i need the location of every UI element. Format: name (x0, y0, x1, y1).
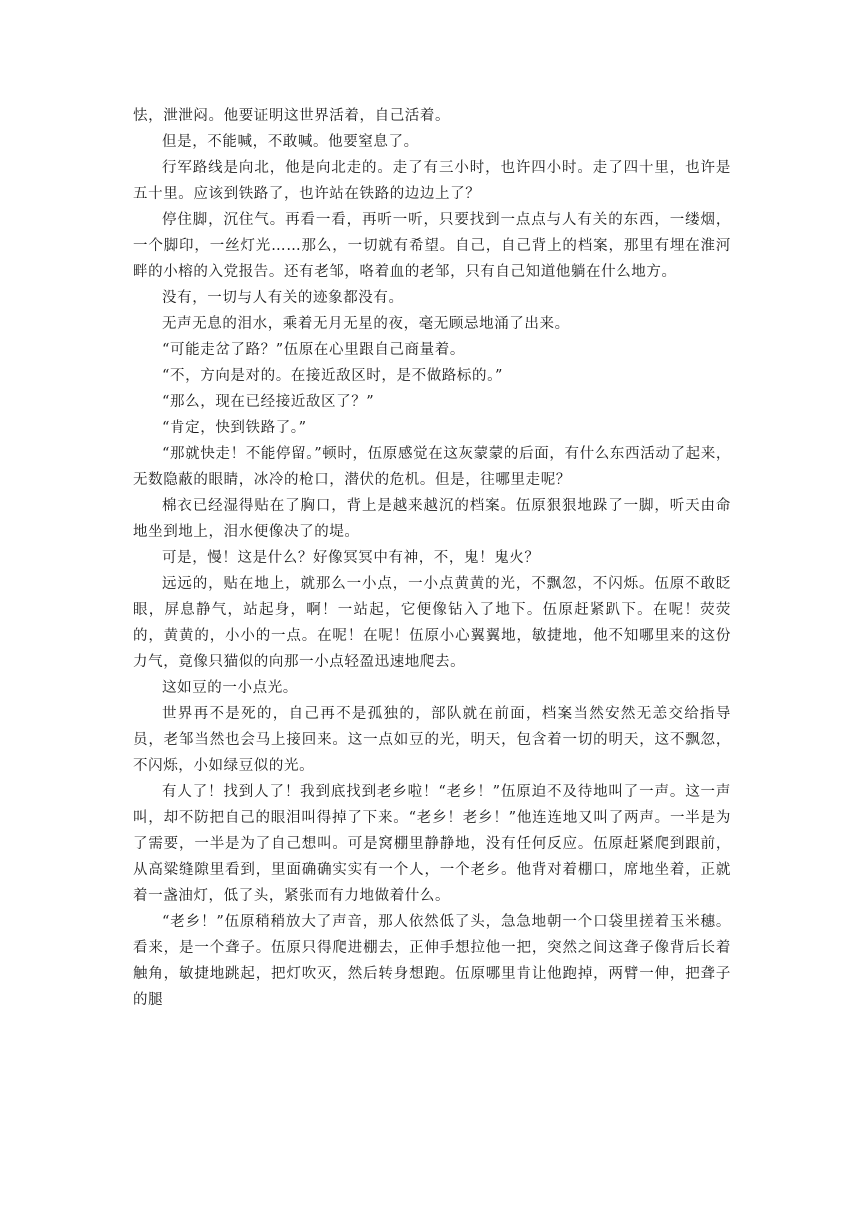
paragraph: “肯定，快到铁路了。” (162, 420, 307, 436)
paragraph: 行军路线是向北，他是向北走的。走了有三小时，也许四小时。走了四十里，也许是五十里。应该到铁路了，也许站在铁路的边边上了？ (133, 160, 731, 202)
paragraph: 停住脚，沉住气。再看一看，再听一听，只要找到一点点与人有关的东西，一缕烟，一个脚印，一丝灯光……那么，一切就有希望。自己，自己背上的档案，那里有埋在淮河畔的小榕的入党报告。还有老邹，咯着血的老邹，只有自己知道他躺在什么地方。 (133, 212, 731, 280)
paragraph: 无声无息的泪水，乘着无月无星的夜，毫无顾忌地涌了出来。 (162, 316, 570, 332)
paragraph: “可能走岔了路？”伍原在心里跟自己商量着。 (162, 342, 465, 358)
paragraph: “老乡！”伍原稍稍放大了声音，那人依然低了头，急急地朝一个口袋里搓着玉米穗。看来，是一个聋子。伍原只得爬进棚去，正伸手想拉他一把，突然之间这聋子像背后长着触角，敏捷地跳起，把灯吹灭，然后转身想跑。伍原哪里肯让他跑掉，两臂一伸，把聋子的腿 (133, 914, 731, 1008)
paragraph: “那就快走！不能停留。”顿时，伍原感觉在这灰蒙蒙的后面，有什么东西活动了起来，无数隐蔽的眼睛，冰冷的枪口，潜伏的危机。但是，往哪里走呢？ (133, 446, 731, 488)
paragraph: 有人了！找到人了！我到底找到老乡啦！“老乡！”伍原迫不及待地叫了一声。这一声叫，却不防把自己的眼泪叫得掉了下来。“老乡！老乡！”他连连地又叫了两声。一半是为了需要，一半是为了自己想叫。可是窝棚里静静地，没有任何反应。伍原赶紧爬到跟前，从高粱缝隙里看到，里面确确实实有一个人，一个老乡。他背对着棚口，席地坐着，正就着一盏油灯，低了头，紧张而有力地做着什么。 (133, 784, 731, 904)
paragraph: 棉衣已经湿得贴在了胸口，背上是越来越沉的档案。伍原狠狠地跺了一脚，听天由命地坐到地上，泪水便像决了的堤。 (133, 498, 731, 540)
paragraph: 远远的，贴在地上，就那么一小点，一小点黄黄的光，不飘忽，不闪烁。伍原不敢眨眼，屏息静气，站起身，啊！一站起，它便像钻入了地下。伍原赶紧趴下。在呢！荧荧的，黄黄的，小小的一点。在呢！在呢！伍原小心翼翼地，敏捷地，他不知哪里来的这份力气，竟像只猫似的向那一小点轻盈迅速地爬去。 (133, 576, 731, 670)
paragraph: 怯，泄泄闷。他要证明这世界活着，自己活着。 (133, 108, 451, 124)
paragraph: “那么，现在已经接近敌区了？” (162, 394, 375, 410)
paragraph: 可是，慢！这是什么？好像冥冥中有神，不，鬼！鬼火？ (162, 550, 540, 566)
paragraph: “不，方向是对的。在接近敌区时，是不做路标的。” (162, 368, 503, 384)
paragraph: 这如豆的一小点光。 (162, 680, 298, 696)
document-body (133, 103, 731, 1013)
paragraph: 但是，不能喊，不敢喊。他要窒息了。 (162, 134, 419, 150)
paragraph: 世界再不是死的，自己再不是孤独的，部队就在前面，档案当然安然无恙交给指导员，老邹当然也会马上接回来。这一点如豆的光，明天，包含着一切的明天，这不飘忽，不闪烁，小如绿豆似的光。 (133, 706, 731, 774)
paragraph: 没有，一切与人有关的迹象都没有。 (162, 290, 404, 306)
